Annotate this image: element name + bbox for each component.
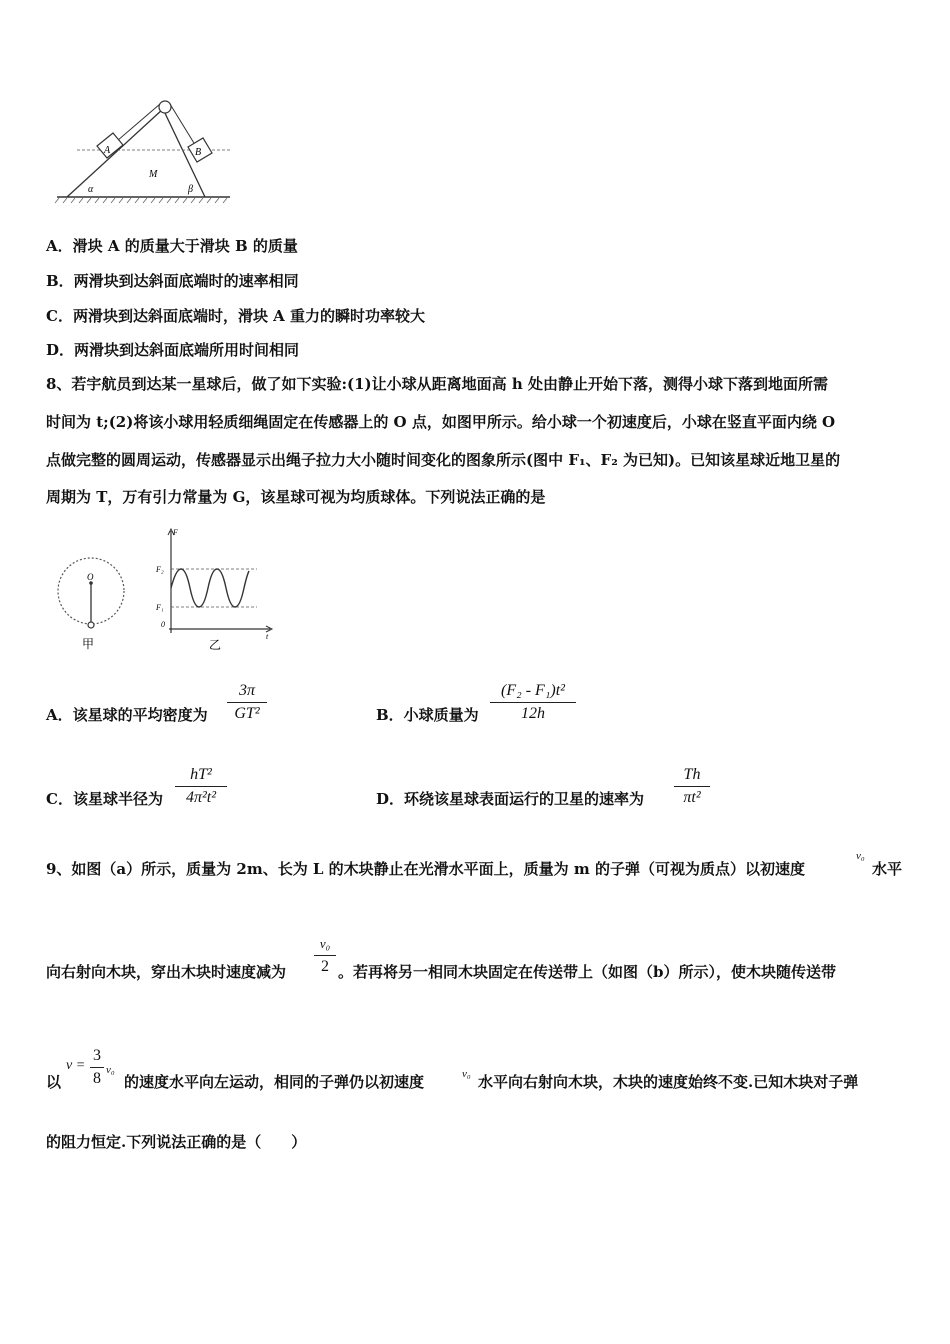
q9-v-equals: v = xyxy=(66,1058,86,1073)
fraction-bar xyxy=(90,1067,104,1068)
q8-option-b-fraction xyxy=(490,681,576,724)
label-alpha: α xyxy=(88,184,94,195)
fraction-denominator: GT² xyxy=(234,705,260,722)
q8-line-4: 周期为 T，万有引力常量为 G，该星球可视为均质球体。下列说法正确的是 xyxy=(46,488,546,506)
q7-option-b: B．两滑块到达斜面底端时的速率相同 xyxy=(46,272,299,290)
figure-jia xyxy=(52,548,132,658)
q9-v0-symbol-3: v₀ xyxy=(462,1068,471,1080)
fraction-bar xyxy=(314,955,336,956)
q8-option-c-text: C．该星球半径为 xyxy=(46,790,163,808)
q8-line-2: 时间为 t;(2)将该小球用轻质细绳固定在传感器上的 O 点，如图甲所示。给小球一个初速度后，小球在竖直平面内绕 O xyxy=(46,413,836,431)
q8-option-d-text: D．环绕该星球表面运行的卫星的速率为 xyxy=(376,790,645,808)
label-M: M xyxy=(149,169,158,180)
label-B: B xyxy=(195,147,202,158)
q9-half-fraction xyxy=(314,934,336,977)
q9-line-1b: 水平 xyxy=(872,860,903,878)
q9-line-1a: 9、如图（a）所示，质量为 2m、长为 L 的木块静止在光滑水平面上，质量为 m 的子弹（可视为质点）以初速度 xyxy=(46,860,805,878)
q8-option-a-fraction xyxy=(227,681,267,724)
label-beta: β xyxy=(188,184,193,195)
q8-line-3: 点做完整的圆周运动，传感器显示出绳子拉力大小随时间变化的图象所示(图中 F₁、F₂ 为已知)。已知该星球近地卫星的 xyxy=(46,451,841,469)
fraction-numerator: 3π xyxy=(238,682,255,699)
label-A: A xyxy=(104,145,111,156)
fraction-bar xyxy=(175,786,227,787)
q9-line-3c: 水平向右射向木块，木块的速度始终不变.已知木块对子弹 xyxy=(478,1073,859,1091)
fraction-denominator: 12h xyxy=(521,705,545,722)
q7-option-a: A．滑块 A 的质量大于滑块 B 的质量 xyxy=(46,237,298,255)
label-t: t xyxy=(266,632,269,641)
fraction-bar xyxy=(227,702,267,703)
fraction-denominator: 8 xyxy=(93,1070,101,1087)
q9-line-3b: 的速度水平向左运动，相同的子弹仍以初速度 xyxy=(124,1073,425,1091)
q8-option-c-fraction xyxy=(175,765,227,808)
label-O: O xyxy=(87,572,94,582)
q7-option-c: C．两滑块到达斜面底端时，滑块 A 重力的瞬时功率较大 xyxy=(46,307,426,325)
q8-option-a-text: A．该星球的平均密度为 xyxy=(46,706,208,724)
label-jia: 甲 xyxy=(82,637,95,651)
label-F1: F₁ xyxy=(156,603,164,612)
label-yi: 乙 xyxy=(209,638,222,652)
fraction-bar xyxy=(674,786,710,787)
fraction-numerator: (F₂ - F₁)t² xyxy=(501,682,565,699)
figure-yi xyxy=(152,525,277,655)
q8-option-b-text: B．小球质量为 xyxy=(376,706,479,724)
fraction-numerator: v₀ xyxy=(319,936,331,951)
q8-line-1: 8、若宇航员到达某一星球后，做了如下实验:(1)让小球从距离地面高 h 处由静止开始下落，测得小球下落到地面所需 xyxy=(46,375,828,393)
label-F2: F₂ xyxy=(156,565,164,574)
q9-v0-symbol: v₀ xyxy=(856,850,865,862)
fraction-numerator: hT² xyxy=(190,766,212,783)
fraction-denominator: 2 xyxy=(321,958,329,975)
fraction-numerator: Th xyxy=(683,766,701,783)
fraction-numerator: 3 xyxy=(93,1047,101,1064)
incline-figure xyxy=(55,95,255,210)
q9-line-2b: 。若再将另一相同木块固定在传送带上（如图（b）所示），使木块随传送带 xyxy=(338,963,836,981)
q9-line-2a: 向右射向木块，穿出木块时速度减为 xyxy=(46,963,287,981)
label-F: F xyxy=(173,528,178,537)
fraction-denominator: πt² xyxy=(683,789,701,806)
fraction-bar xyxy=(490,702,576,703)
q8-option-d-fraction xyxy=(674,765,710,808)
label-origin: 0 xyxy=(161,620,165,629)
fraction-denominator: 4π²t² xyxy=(185,789,217,806)
q7-option-d: D．两滑块到达斜面底端所用时间相同 xyxy=(46,341,300,359)
q9-v0-symbol-2: v₀ xyxy=(106,1064,115,1076)
q9-line-4: 的阻力恒定.下列说法正确的是（ ） xyxy=(46,1133,307,1151)
q9-line-3a: 以 xyxy=(46,1073,62,1091)
q9-three-eighths xyxy=(90,1046,104,1089)
